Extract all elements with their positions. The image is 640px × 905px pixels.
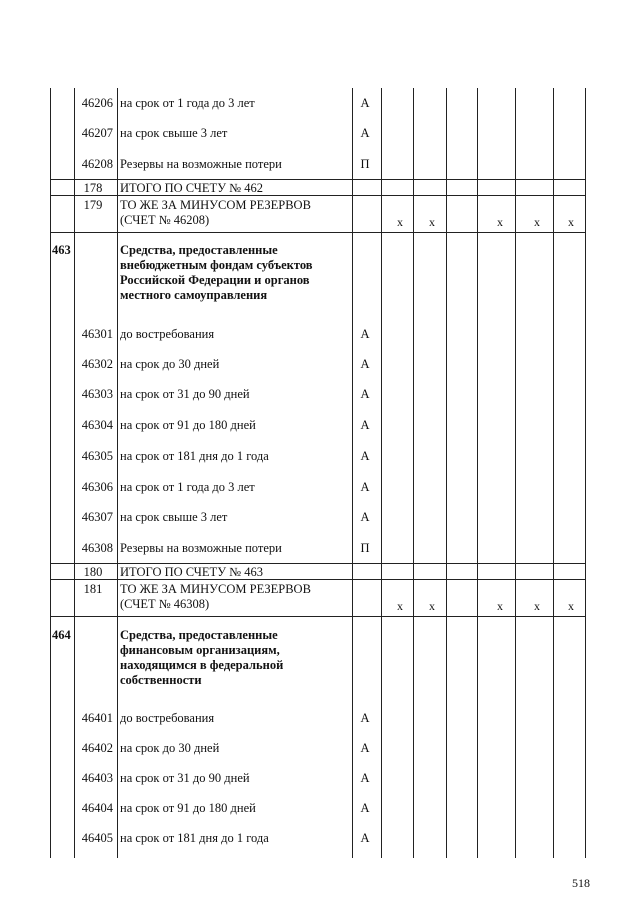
account-code: 46401 [81, 711, 113, 725]
x-mark: х [397, 215, 403, 229]
net-label-line2: (СЧЕТ № 46208) [120, 213, 210, 227]
account-code: 46404 [81, 801, 113, 815]
account-name: до востребования [120, 711, 215, 725]
x-mark: х [429, 599, 435, 613]
account-flag: А [360, 327, 370, 341]
account-flag: А [360, 801, 370, 815]
row-rule [50, 179, 585, 180]
account-name: на срок от 1 года до 3 лет [120, 480, 255, 494]
account-flag: А [360, 126, 370, 140]
row-rule [50, 616, 585, 617]
account-code: 46207 [81, 126, 113, 140]
account-code: 46307 [81, 510, 113, 524]
x-mark: х [568, 215, 574, 229]
account-flag: А [360, 711, 370, 725]
column-rule [413, 88, 414, 858]
account-flag: А [360, 357, 370, 371]
column-rule [553, 88, 554, 858]
account-code: 46301 [81, 327, 113, 341]
account-name: на срок от 1 года до 3 лет [120, 96, 255, 110]
account-name: на срок от 31 до 90 дней [120, 771, 250, 785]
column-rule [585, 88, 586, 858]
account-flag: П [360, 541, 370, 555]
account-code: 46403 [81, 771, 113, 785]
account-name: на срок до 30 дней [120, 357, 220, 371]
account-name: на срок свыше 3 лет [120, 510, 228, 524]
net-label-line2: (СЧЕТ № 46308) [120, 597, 210, 611]
x-mark: х [497, 599, 503, 613]
column-rule [446, 88, 447, 858]
section-code: 464 [52, 628, 71, 642]
account-flag: А [360, 741, 370, 755]
account-code: 46206 [81, 96, 113, 110]
section-title-line: местного самоуправления [120, 288, 268, 302]
section-title-line: финансовым организациям, [120, 643, 280, 657]
x-mark: х [497, 215, 503, 229]
x-mark: х [397, 599, 403, 613]
section-title-line: внебюджетным фондам субъектов [120, 258, 313, 272]
account-code: 46208 [81, 157, 113, 171]
account-flag: А [360, 418, 370, 432]
line-number: 180 [83, 565, 103, 579]
x-mark: х [534, 215, 540, 229]
section-title-line: Средства, предоставленные [120, 628, 278, 642]
account-flag: А [360, 510, 370, 524]
account-flag: А [360, 771, 370, 785]
account-code: 46305 [81, 449, 113, 463]
account-name: на срок до 30 дней [120, 741, 220, 755]
account-name: на срок свыше 3 лет [120, 126, 228, 140]
account-flag: А [360, 831, 370, 845]
column-rule [117, 88, 118, 858]
line-number: 181 [83, 582, 103, 596]
account-flag: А [360, 480, 370, 494]
line-number: 179 [83, 198, 103, 212]
account-flag: А [360, 387, 370, 401]
x-mark: х [534, 599, 540, 613]
net-label-line1: ТО ЖЕ ЗА МИНУСОМ РЕЗЕРВОВ [120, 582, 311, 596]
account-code: 46308 [81, 541, 113, 555]
column-rule [50, 88, 51, 858]
account-flag: А [360, 449, 370, 463]
row-rule [50, 232, 585, 233]
account-code: 46302 [81, 357, 113, 371]
column-rule [381, 88, 382, 858]
account-name: на срок от 91 до 180 дней [120, 418, 256, 432]
section-title-line: Российской Федерации и органов [120, 273, 310, 287]
total-label: ИТОГО ПО СЧЕТУ № 462 [120, 181, 263, 195]
column-rule [352, 88, 353, 858]
section-title-line: Средства, предоставленные [120, 243, 278, 257]
account-name: на срок от 91 до 180 дней [120, 801, 256, 815]
account-code: 46402 [81, 741, 113, 755]
section-code: 463 [52, 243, 71, 257]
account-code: 46405 [81, 831, 113, 845]
x-mark: х [429, 215, 435, 229]
line-number: 178 [83, 181, 103, 195]
net-label-line1: ТО ЖЕ ЗА МИНУСОМ РЕЗЕРВОВ [120, 198, 311, 212]
row-rule [50, 563, 585, 564]
column-rule [477, 88, 478, 858]
account-name: на срок от 181 дня до 1 года [120, 831, 269, 845]
account-name: до востребования [120, 327, 215, 341]
account-code: 46304 [81, 418, 113, 432]
account-flag: А [360, 96, 370, 110]
account-name: Резервы на возможные потери [120, 541, 282, 555]
section-title-line: находящимся в федеральной [120, 658, 284, 672]
account-name: на срок от 181 дня до 1 года [120, 449, 269, 463]
account-code: 46306 [81, 480, 113, 494]
account-name: Резервы на возможные потери [120, 157, 282, 171]
section-title-line: собственности [120, 673, 202, 687]
total-label: ИТОГО ПО СЧЕТУ № 463 [120, 565, 263, 579]
column-rule [515, 88, 516, 858]
account-flag: П [360, 157, 370, 171]
x-mark: х [568, 599, 574, 613]
account-code: 46303 [81, 387, 113, 401]
account-name: на срок от 31 до 90 дней [120, 387, 250, 401]
page-number: 518 [572, 876, 590, 890]
